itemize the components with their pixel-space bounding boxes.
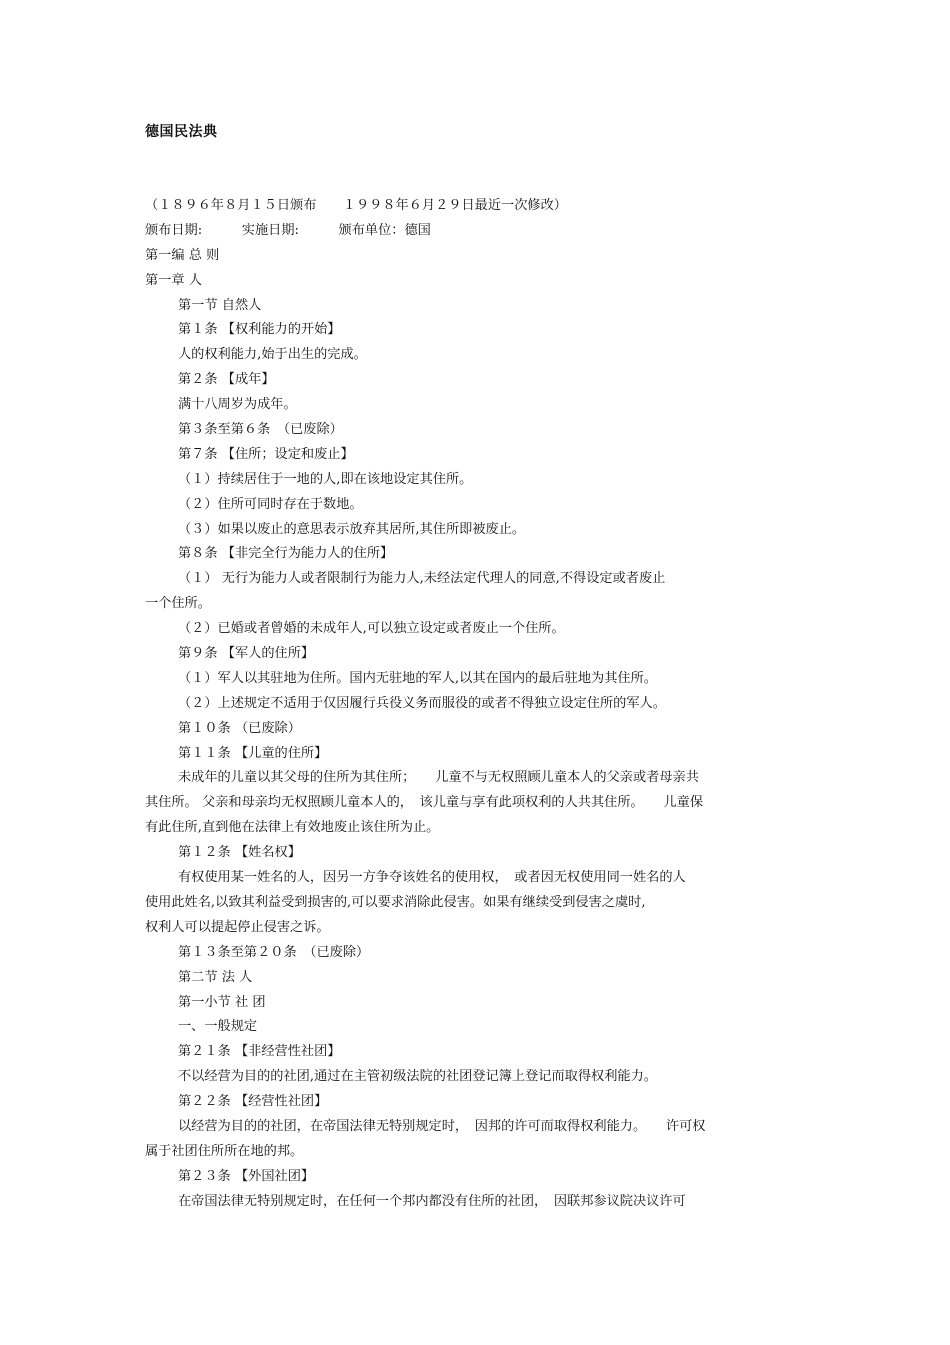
section-heading: 第一节 自然人 xyxy=(178,297,262,313)
book-heading: 第一编 总 则 xyxy=(145,247,220,263)
article-heading: 第２１条 【非经营性社团】 xyxy=(178,1044,341,1060)
article-text: 以经营为目的的社团，在帝国法律无特别规定时， 因邦的许可而取得权利能力。 许可权 xyxy=(178,1118,706,1134)
article-heading: 第１２条 【姓名权】 xyxy=(178,845,301,861)
article-heading: 第１３条至第２０条 （已废除） xyxy=(178,944,370,960)
chapter-heading: 第一章 人 xyxy=(145,272,202,288)
article-text: 未成年的儿童以其父母的住所为其住所； 儿童不与无权照顾儿童本人的父亲或者母亲共 xyxy=(178,770,699,786)
article-heading: 第２３条 【外国社团】 xyxy=(178,1168,315,1184)
article-heading: 第１条 【权利能力的开始】 xyxy=(178,322,341,338)
article-heading: 第１０条 （已废除） xyxy=(178,720,301,736)
article-text: 其住所。 父亲和母亲均无权照顾儿童本人的， 该儿童与享有此项权利的人共其住所。 儿童保 xyxy=(145,795,704,811)
subsection-heading: 一、一般规定 xyxy=(178,1019,258,1035)
article-heading: 第１１条 【儿童的住所】 xyxy=(178,745,328,761)
article-heading: 第２２条 【经营性社团】 xyxy=(178,1094,328,1110)
article-text: 不以经营为目的的社团,通过在主管初级法院的社团登记簿上登记而取得权利能力。 xyxy=(178,1069,657,1085)
article-text: （２）已婚或者曾婚的未成年人,可以独立设定或者废止一个住所。 xyxy=(178,621,565,637)
article-heading: 第８条 【非完全行为能力人的住所】 xyxy=(178,546,394,562)
article-text: 使用此姓名,以致其利益受到损害的,可以要求消除此侵害。如果有继续受到侵害之虞时, xyxy=(145,894,646,910)
article-text: 一个住所。 xyxy=(145,596,211,612)
promulgation-note: （１８９６年８月１５日颁布 １９９８年６月２９日最近一次修改） xyxy=(145,198,567,213)
article-heading: 第２条 【成年】 xyxy=(178,372,275,388)
section-heading: 第二节 法 人 xyxy=(178,969,253,985)
article-text: 在帝国法律无特别规定时，在任何一个邦内都没有住所的社团， 因联邦参议院决议许可 xyxy=(178,1193,686,1209)
article-text: 有权使用某一姓名的人，因另一方争夺该姓名的使用权， 或者因无权使用同一姓名的人 xyxy=(178,870,686,886)
promulgation-info: 颁布日期: 实施日期: 颁布单位：德国 xyxy=(145,222,431,238)
article-text: （３）如果以废止的意思表示放弃其居所,其住所即被废止。 xyxy=(178,521,526,537)
article-text: （２）上述规定不适用于仅因履行兵役义务而服役的或者不得独立设定住所的军人。 xyxy=(178,695,666,711)
article-heading: 第７条 【住所；设定和废止】 xyxy=(178,446,354,462)
article-text: （２）住所可同时存在于数地。 xyxy=(178,496,363,512)
article-text: 人的权利能力,始于出生的完成。 xyxy=(178,347,367,363)
article-text: （１）持续居住于一地的人,即在该地设定其住所。 xyxy=(178,471,473,487)
article-text: （１） 无行为能力人或者限制行为能力人,未经法定代理人的同意,不得设定或者废止 xyxy=(178,571,666,587)
article-text: （１）军人以其驻地为住所。国内无驻地的军人,以其在国内的最后驻地为其住所。 xyxy=(178,670,657,686)
article-text: 有此住所,直到他在法律上有效地废止该住所为止。 xyxy=(145,820,440,836)
article-heading: 第３条至第６条 （已废除） xyxy=(178,422,343,438)
article-heading: 第９条 【军人的住所】 xyxy=(178,646,315,662)
article-text: 满十八周岁为成年。 xyxy=(178,397,297,413)
subsection-heading: 第一小节 社 团 xyxy=(178,994,266,1010)
article-text: 权利人可以提起停止侵害之诉。 xyxy=(145,919,330,935)
article-text: 属于社团住所所在地的邦。 xyxy=(145,1143,304,1159)
document-body xyxy=(145,194,805,1215)
document-title: 德国民法典 xyxy=(145,124,218,140)
